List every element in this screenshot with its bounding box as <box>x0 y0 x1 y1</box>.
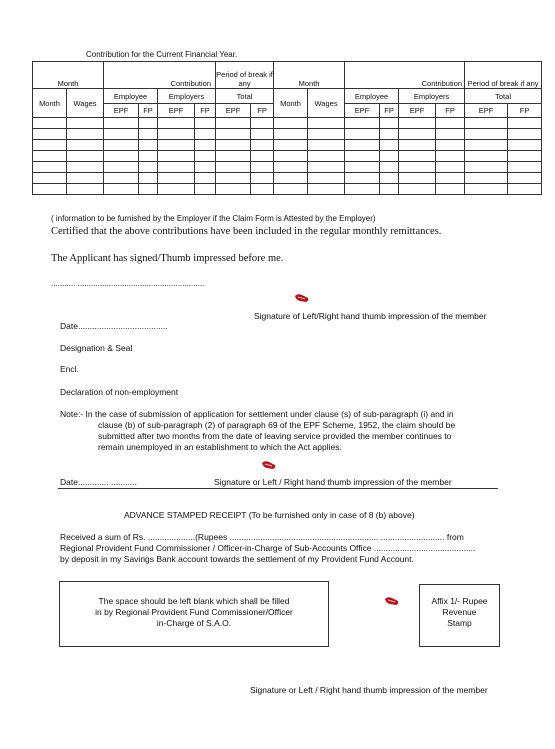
receipt-line-3: by deposit in my Savings Bank account towards the settlement of my Provident Fund Account. <box>60 554 414 564</box>
sub-header-employers-2: Employers <box>399 89 465 104</box>
stamp-line-3: Stamp <box>447 618 472 628</box>
blank-box-line-1: The space should be left blank which shall be filled <box>98 596 290 606</box>
group-header-month: Month <box>33 62 104 89</box>
blank-box-line-2: in by Regional Provident Fund Commissioner/Officer <box>95 607 293 617</box>
thumb-impression-icon <box>384 596 400 606</box>
table-row <box>33 118 542 129</box>
sub-header-employers: Employers <box>158 89 216 104</box>
col-fp: FP <box>436 104 465 118</box>
note-line-3: submitted after two months from the date of leaving service provided the member continues to <box>98 431 452 441</box>
table-row <box>33 173 542 184</box>
note-line-4: remain unemployed in an establishment to which the Act applies. <box>98 442 342 452</box>
col-epf: EPF <box>216 104 251 118</box>
col-epf: EPF <box>465 104 508 118</box>
thumb-impression-icon <box>261 460 277 470</box>
blank-box-line-3: in-Charge of S.A.O. <box>156 618 232 628</box>
declaration-heading: Declaration of non-employment <box>60 387 179 397</box>
sub-header-employee-2: Employee <box>345 89 399 104</box>
certified-text: Certified that the above contributions have been included in the regular monthly remittances. <box>51 226 442 237</box>
receipt-line-2: Regional Provident Fund Commissioner / Officer-in-Charge of Sub-Accounts Office ........................................... <box>60 543 476 553</box>
employer-info-note: ( information to be furnished by the Employer if the Claim Form is Attested by the Employer) <box>51 214 376 223</box>
signature-bottom-label: Signature or Left / Right hand thumb impression of the member <box>250 685 488 695</box>
stamp-line-2: Revenue <box>442 607 477 617</box>
applicant-signed-text: The Applicant has signed/Thumb impressed before me. <box>51 253 284 264</box>
col-epf: EPF <box>399 104 436 118</box>
sub-header-total-2: Total <box>465 89 542 104</box>
group-header-break: Period of break if any <box>216 62 274 89</box>
signature-thumb-label: Signature of Left/Right hand thumb impression of the member <box>254 311 487 321</box>
col-epf: EPF <box>158 104 195 118</box>
thumb-impression-icon <box>294 293 310 303</box>
table-row <box>33 162 542 173</box>
note-line-1: Note:- In the case of submission of application for settlement under clause (s) of sub-paragraph (i) and in <box>60 409 454 419</box>
col-fp: FP <box>508 104 542 118</box>
note-line-2: clause (b) of sub-paragraph (2) of paragraph 69 of the EPF Scheme, 1952, the claim should be <box>98 420 456 430</box>
col-fp: FP <box>139 104 158 118</box>
divider <box>58 488 498 489</box>
date-field: Date...................................... <box>60 321 168 331</box>
table-row <box>33 129 542 140</box>
sub-header-employee: Employee <box>104 89 158 104</box>
col-fp: FP <box>251 104 274 118</box>
receipt-line-1: Received a sum of Rs. ....................(Rupees ............................................................... ........................... from <box>60 532 464 542</box>
group-header-break-2: Period of break if any <box>465 62 542 89</box>
table-title: Contribution for the Current Financial Year. <box>86 50 238 59</box>
group-header-contribution-2: Contribution <box>345 62 465 89</box>
enclosure-field: Encl. <box>60 364 79 374</box>
sub-header-total: Total <box>216 89 274 104</box>
col-fp: FP <box>195 104 216 118</box>
blank-space-box <box>59 581 329 647</box>
table-row <box>33 151 542 162</box>
col-fp: FP <box>380 104 399 118</box>
stamp-line-1: Affix 1/- Rupee <box>431 596 488 606</box>
signature-or-thumb-label: Signature or Left / Right hand thumb impression of the member <box>214 477 452 487</box>
contribution-table <box>32 61 542 195</box>
col-month-2: Month <box>274 89 308 118</box>
col-month: Month <box>33 89 67 118</box>
col-wages-2: Wages <box>308 89 345 118</box>
revenue-stamp-box <box>419 584 500 647</box>
designation-seal-field: Designation & Seal <box>60 343 133 353</box>
col-epf: EPF <box>104 104 139 118</box>
dotted-line: ........... ......................................................... <box>51 279 205 288</box>
receipt-heading: ADVANCE STAMPED RECEIPT (To be furnished only in case of 8 (b) above) <box>124 510 415 520</box>
group-header-month-2: Month <box>274 62 345 89</box>
group-header-contribution: Contribution <box>104 62 216 89</box>
col-epf: EPF <box>345 104 380 118</box>
table-row <box>33 184 542 195</box>
date-field-2: Date............. ........... <box>60 477 137 487</box>
col-wages: Wages <box>67 89 104 118</box>
table-row <box>33 140 542 151</box>
